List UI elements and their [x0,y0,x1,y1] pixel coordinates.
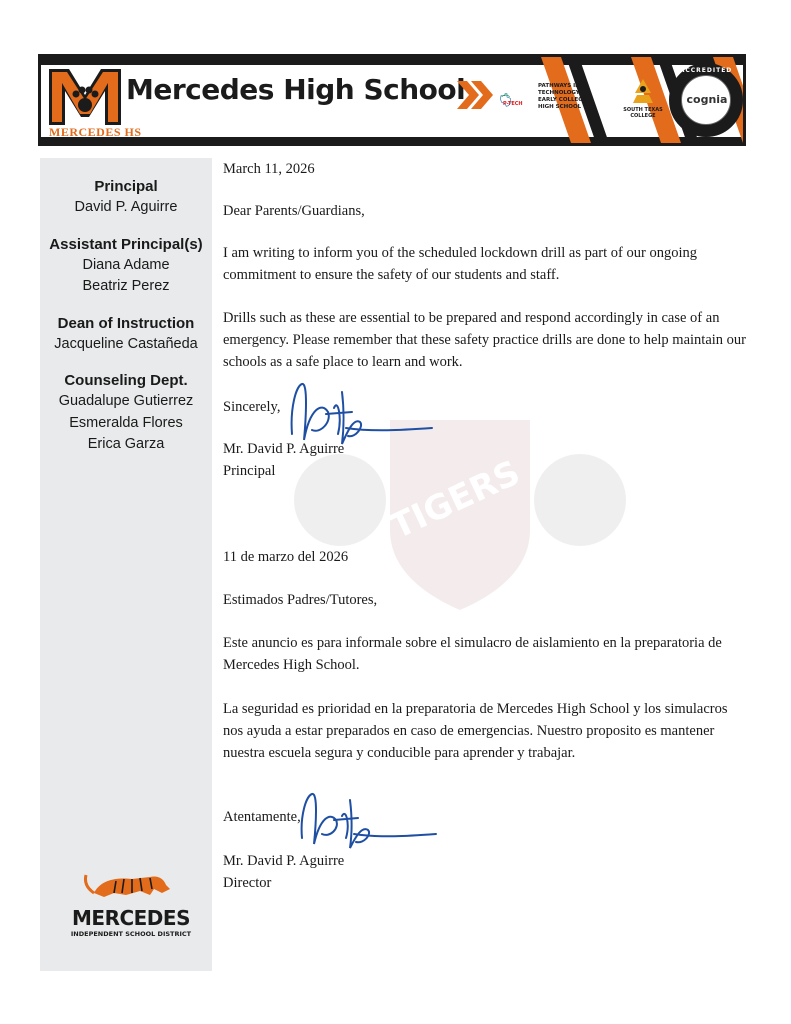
staff-title: Principal [94,178,158,195]
staff-name: Beatriz Perez [82,278,170,294]
english-salutation: Dear Parents/Guardians, [223,203,365,219]
mercedes-m-paw-logo [49,69,121,125]
staff-sidebar [40,158,212,971]
watermark-text: TIGERS [384,452,527,548]
english-paragraph-1: I am writing to inform you of the scheduled lockdown drill as part of our ongoing commitment to ensure the safety of our students and staff. [223,245,697,283]
staff-name: Esmeralda Flores [69,414,183,431]
spanish-paragraph-2: La seguridad es prioridad en la preparatoria de Mercedes High School y los simulacros nos ayuda a estar preparados en caso de emergencias. Nuestro proposito es mantener nuestra escuela segura y conducible para aprender y trabajar. [223,701,728,761]
pathways-texas-icon [499,77,539,123]
stc-line: COLLEGE [630,113,656,119]
pathways-line: TECHNOLOGY [538,90,580,96]
english-paragraph-2: Drills such as these are essential to be prepared and respond accordingly in case of an emergency. Please remember that these safety practice drills are done to help maintain our schools as a safe place to learn and work. [223,310,746,370]
spanish-signer-name: Mr. David P. Aguirre [223,853,345,869]
staff-name: Erica Garza [87,436,165,452]
district-name: MERCEDES [72,906,190,930]
district-subtitle: INDEPENDENT SCHOOL DISTRICT [70,930,192,938]
staff-name: David P. Aguirre [74,199,178,215]
english-signer-name: Mr. David P. Aguirre [223,441,345,457]
staff-group-counseling [40,370,212,456]
stc-emblem-icon [623,75,663,105]
staff-title: Assistant Principal(s) [49,235,203,253]
staff-name: Jacqueline Castañeda [54,335,198,352]
spanish-paragraph-1: Este anuncio es para informale sobre el simulacro de aislamiento en la preparatoria de Mercedes High School. [223,635,722,673]
english-signer-title: Principal [223,463,276,479]
english-date: March 11, 2026 [223,161,315,177]
logo-caption: MERCEDES HS [49,125,142,139]
pathways-badge: P-TECH [503,101,523,107]
spanish-signer-title: Director [223,875,272,891]
staff-group-assistant-principals [40,234,212,298]
english-closing: Sincerely, [223,399,281,415]
stc-line: SOUTH TEXAS [623,107,663,113]
school-name: Mercedes High School [126,73,466,106]
spanish-salutation: Estimados Padres/Tutores, [223,592,378,608]
staff-list [40,176,212,471]
pathways-line: EARLY COLLEGE [538,97,587,103]
accredited-label: ACCREDITED [679,67,733,74]
staff-name: Guadalupe Gutierrez [58,393,194,409]
cognia-word: cognia [686,93,728,106]
header-banner [38,54,746,146]
pathways-line: PATHWAYS IN [538,83,580,89]
signature-spanish [296,790,441,860]
pathways-text [538,83,608,111]
staff-title: Dean of Instruction [57,314,195,332]
staff-title: Counseling Dept. [64,372,188,389]
staff-group-dean [40,313,212,356]
staff-name: Diana Adame [82,256,170,273]
south-texas-college-logo [623,75,663,125]
cognia-accreditation-seal [669,63,743,137]
cognia-inner-circle [681,75,731,125]
pathways-line: HIGH SCHOOL [538,104,582,110]
spanish-date: 11 de marzo del 2026 [223,549,349,565]
spanish-closing: Atentamente, [223,809,301,825]
tiger-icon [54,863,204,903]
signature-english [282,378,437,460]
staff-group-principal [40,176,212,219]
